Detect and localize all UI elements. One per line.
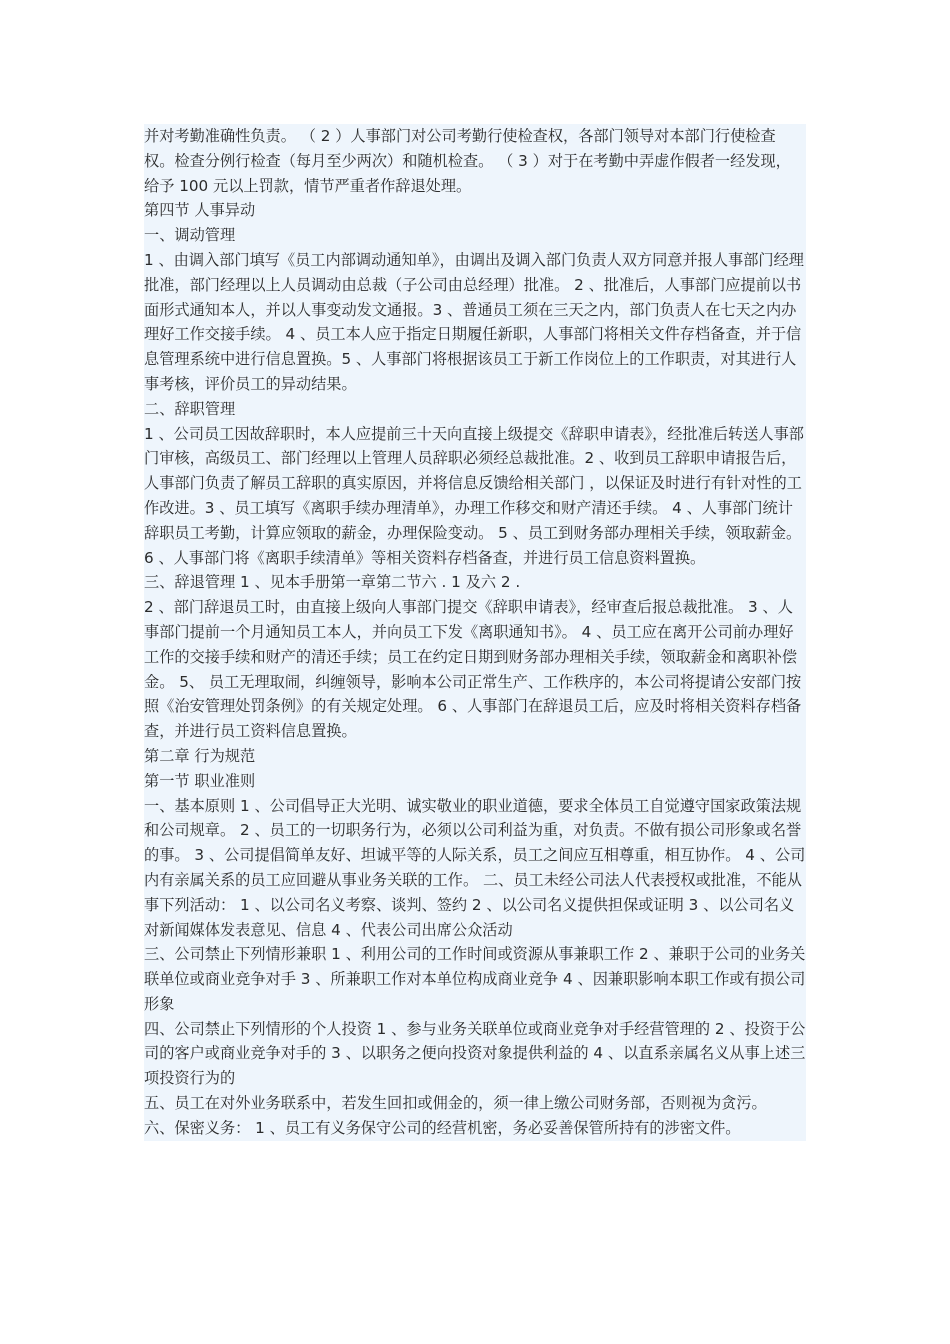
paragraph-dismissal-rules: 2 、部门辞退员工时，由直接上级向人事部门提交《辞职申请表》，经审查后报总裁批准。 3 、人事部门提前一个月通知员工本人，并向员工下发《离职通知书》。 4 、员工应在离开公司前办理好工作的交接手续和财产的清还手续；员工在约定日期到财务部办理相关手续，领取薪金和离职补偿金。 5、 员工无理取闹，纠缠领导，影响本公司正常生产、工作秩序的，本公司将提请公安部门按照《治安管理处罚条例》的有关规定处理。 6 、人事部门在辞退员工后，应及时将相关资料存档备查，并进行员工资料信息置换。 [144, 595, 806, 744]
paragraph-resignation-rules: 1 、公司员工因故辞职时，本人应提前三十天向直接上级提交《辞职申请表》，经批准后转送人事部门审核，高级员工、部门经理以上管理人员辞职必须经总裁批准。2 、收到员工辞职申请报告后，人事部门负责了解员工辞职的真实原因，并将信息反馈给相关部门 ，以保证及时进行有针对性的工作改进。3 、员工填写《离职手续办理清单》，办理工作移交和财产清还手续。 4 、人事部门统计辞职员工考勤，计算应领取的薪金，办理保险变动。 5 、员工到财务部办理相关手续，领取薪金。6 、人事部门将《离职手续清单》等相关资料存档备查，并进行员工信息资料置换。 [144, 422, 806, 571]
paragraph-kickback-rule: 五、员工在对外业务联系中，若发生回扣或佣金的，须一律上缴公司财务部，否则视为贪污。 [144, 1091, 806, 1116]
section-heading-personnel-change: 第四节 人事异动 [144, 198, 806, 223]
subheading-dismissal-management: 三、辞退管理 1 、见本手册第一章第二节六 . 1 及六 2 . [144, 570, 806, 595]
subheading-transfer-management: 一、调动管理 [144, 223, 806, 248]
paragraph-part-time-ban: 三、公司禁止下列情形兼职 1 、利用公司的工作时间或资源从事兼职工作 2 、兼职于公司的业务关联单位或商业竞争对手 3 、所兼职工作对本单位构成商业竞争 4 、因兼职影响本职工作或有损公司形象 [144, 942, 806, 1016]
paragraph-transfer-rules: 1 、由调入部门填写《员工内部调动通知单》，由调出及调入部门负责人双方同意并报人事部门经理批准，部门经理以上人员调动由总裁（子公司由总经理）批准。 2 、批准后，人事部门应提前以书面形式通知本人，并以人事变动发文通报。3 、普通员工须在三天之内，部门负责人在七天之内办理好工作交接手续。 4 、员工本人应于指定日期履任新职，人事部门将相关文件存档备查，并于信息管理系统中进行信息置换。5 、人事部门将根据该员工于新工作岗位上的工作职责，对其进行人事考核，评价员工的异动结果。 [144, 248, 806, 397]
paragraph-attendance-check: 并对考勤准确性负责。 （ 2 ）人事部门对公司考勤行使检查权，各部门领导对本部门行使检查权。检查分例行检查（每月至少两次）和随机检查。 （ 3 ）对于在考勤中弄虚作假者一经发现，给予 100 元以上罚款，情节严重者作辞退处理。 [144, 124, 806, 198]
paragraph-confidentiality: 六、保密义务： 1 、员工有义务保守公司的经营机密，务必妥善保管所持有的涉密文件。 [144, 1116, 806, 1141]
paragraph-investment-ban: 四、公司禁止下列情形的个人投资 1 、参与业务关联单位或商业竞争对手经营管理的 2 、投资于公司的客户或商业竞争对手的 3 、以职务之便向投资对象提供利益的 4 、以直系亲属名义从事上述三项投资行为的 [144, 1017, 806, 1091]
document-page [144, 124, 806, 1141]
subheading-resignation-management: 二、辞职管理 [144, 397, 806, 422]
paragraph-basic-principles: 一、基本原则 1 、公司倡导正大光明、诚实敬业的职业道德，要求全体员工自觉遵守国家政策法规和公司规章。 2 、员工的一切职务行为，必须以公司利益为重，对负责。不做有损公司形象或名誉的事。 3 、公司提倡简单友好、坦诚平等的人际关系，员工之间应互相尊重，相互协作。 4 、公司内有亲属关系的员工应回避从事业务关联的工作。 二、员工未经公司法人代表授权或批准，不能从事下列活动： 1 、以公司名义考察、谈判、签约 2 、以公司名义提供担保或证明 3 、以公司名义对新闻媒体发表意见、信息 4 、代表公司出席公众活动 [144, 794, 806, 943]
section-heading-professional-code: 第一节 职业准则 [144, 769, 806, 794]
chapter-heading-conduct: 第二章 行为规范 [144, 744, 806, 769]
